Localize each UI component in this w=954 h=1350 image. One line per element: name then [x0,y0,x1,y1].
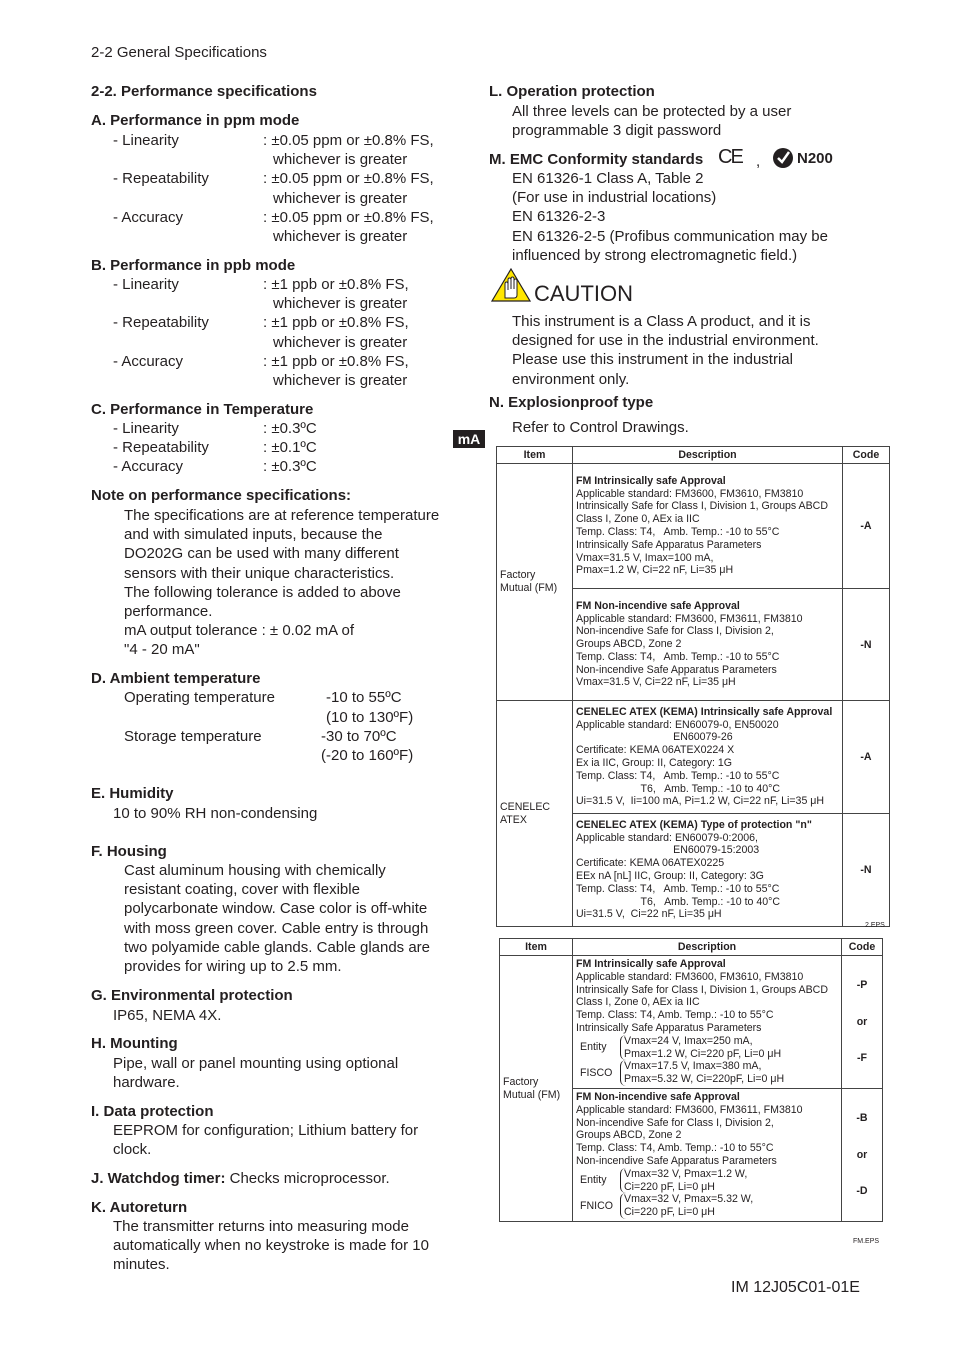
heading-f: F. Housing [91,843,167,860]
operation-protection-line: programmable 3 digit password [512,122,722,140]
description-line: EN60079-26 [576,731,733,744]
heading-a: A. Performance in ppm mode [91,112,300,129]
emc-line: EN 61326-2-3 [512,208,606,226]
code-value: or [856,1148,868,1161]
note-line: performance. [124,603,213,621]
mounting-line: Pipe, wall or panel mounting using optional [113,1055,399,1072]
spec-label: - Accuracy [113,208,184,226]
description-line: Non-incendive Safe for Class I, Division 2, [576,1116,774,1129]
item-line: CENELEC [500,800,551,813]
code-value: -D [856,1185,868,1198]
page-header: 2-2 General Specifications [91,44,267,61]
ctick-icon [772,147,794,169]
description-line: Applicable standard: FM3600, FM3610, FM3810 [576,970,804,983]
description-line: Vmax=31.5 V, Imax=100 mA, [576,551,714,564]
description-line: Temp. Class: T4, Amb. Temp.: -10 to 55°C [576,882,780,895]
description-line: Intrinsically Safe Apparatus Parameters [576,1021,762,1034]
approval-title: FM Non-incendive safe Approval [576,599,740,612]
heading-h: H. Mounting [91,1035,178,1052]
table-row [497,464,890,589]
table1-eps-label: 2.EPS [865,922,885,929]
autoreturn-line: minutes. [113,1256,170,1274]
description-cell [573,956,842,1089]
approval-title: FM Non-incendive safe Approval [576,1091,740,1103]
spec-label: - Linearity [113,276,179,293]
code-cell [842,956,883,1089]
approval-title: FM Intrinsically safe Approval [576,474,726,487]
description-line: Applicable standard: EN60079-0, EN50020 [576,718,779,731]
operation-protection-text [512,102,791,140]
parameter-label: Entity [580,1041,607,1054]
mounting-line: hardware. [113,1074,180,1092]
parameter-label: Entity [580,1174,607,1187]
heading-m: M. EMC Conformity standards [489,151,704,168]
data-protection-line: EEPROM for configuration; Lithium battery for [113,1122,419,1139]
housing-line: provides for wiring up to 2.5 mm. [124,958,342,976]
operation-protection-line: All three levels can be protected by a user [512,103,792,120]
heading-note: Note on performance specifications: [91,487,352,504]
table-row [500,956,883,1089]
description-cell [573,589,843,701]
description-cell [573,701,843,814]
description-line: Groups ABCD, Zone 2 [576,1129,682,1142]
note-line: and with simulated inputs, because the [124,526,383,544]
description-line: Intrinsically Safe Apparatus Parameters [576,538,762,551]
parameter-label: FISCO [580,1066,613,1079]
description-line: Ui=31.5 V, Ii=100 mA, Pi=1.2 W, Ci=22 nF, Li=35 μH [576,795,825,808]
column-header: Code [842,939,883,956]
spec-value: : ±1 ppb or ±0.8% FS, [263,314,409,332]
spec-value: : ±0.1ºC [263,439,317,457]
parameter-line: Pmax=5.32 W, Ci=220pF, Li=0 μH [624,1073,785,1086]
operating-temp-value: -10 to 55ºC [326,689,402,706]
spec-label: - Linearity [113,132,179,149]
column-header: Description [573,939,842,956]
housing-line: resistant coating, cover with flexible [124,881,360,899]
description-line: Class I, Zone 0, AEx ia IIC [576,996,700,1009]
spec-value: : ±0.05 ppm or ±0.8% FS, [263,208,434,226]
operating-temp-value-f: (10 to 130ºF) [326,709,414,726]
data-protection-text [113,1121,418,1159]
heading-g: G. Environmental protection [91,987,293,1004]
parameter-line: Vmax=17.5 V, Imax=380 mA, [624,1060,762,1073]
parameter-group [580,1168,838,1194]
code-value: -F [857,1052,867,1065]
description-cell [573,814,843,927]
description-line: Ex ia IIC, Group: II, Category: 1G [576,757,733,769]
note-line: "4 - 20 mA" [124,641,200,659]
spec-value: : ±1 ppb or ±0.8% FS, [263,352,409,370]
autoreturn-line: automatically when no keystroke is made for 10 [113,1237,429,1255]
ma-badge: mA [453,430,485,448]
spec-value: : ±0.3ºC [263,458,317,476]
housing-text [124,861,430,976]
heading-b: B. Performance in ppb mode [91,257,296,274]
watchdog-line [91,1169,390,1188]
storage-temp-value-f: (-20 to 160ºF) [321,747,414,764]
spec-value-note: whichever is greater [273,151,408,169]
description-line: EEx nA [nL] IIC, Group: II, Category: 3G [576,870,764,882]
description-line: Intrinsically Safe for Class I, Division 1, Groups ABCD [576,500,828,513]
description-line: Temp. Class: T4, Amb. Temp.: -10 to 55°C [576,650,780,663]
parameter-group [580,1035,838,1061]
approval-title: FM Intrinsically safe Approval [576,958,726,970]
column-header: Code [843,447,890,464]
parameter-line: Ci=220 pF, Li=0 μH [624,1206,715,1219]
note-line: mA output tolerance : ± 0.02 mA of [124,622,355,640]
emc-line: influenced by strong electromagnetic field.) [512,246,798,264]
parameter-line: Vmax=32 V, Pmax=1.2 W, [624,1167,748,1180]
description-line: Ui=31.5 V, Ci=22 nF, Li=35 μH [576,908,722,921]
parameter-line: Pmax=1.2 W, Ci=220 pF, Li=0 μH [624,1047,782,1060]
note-text [124,506,439,660]
description-line: Temp. Class: T4, Amb. Temp.: -10 to 55°C [576,526,780,538]
comma-separator: , [756,153,761,170]
heading-n: N. Explosionproof type [489,394,654,411]
heading-c: C. Performance in Temperature [91,401,314,418]
spec-value: : ±0.3ºC [263,420,317,437]
description-line: Applicable standard: EN60079-0:2006, [576,831,758,844]
ce-mark-icon: CE [718,146,742,168]
item-line: Factory [503,1075,539,1088]
approval-table-1 [496,446,890,927]
spec-label: - Repeatability [113,314,209,332]
housing-line: polycarbonate window. Case color is off-white [124,900,428,918]
document-id: IM 12J05C01-01E [731,1279,860,1296]
code-cell: -N [843,589,890,701]
column-header: Item [497,447,573,464]
operating-temp-label: Operating temperature [124,689,275,706]
description-line: T6, Amb. Temp.: -10 to 40°C [576,782,781,795]
brace-group [620,1035,781,1061]
emc-line: EN 61326-1 Class A, Table 2 [512,170,704,187]
autoreturn-text [113,1217,429,1275]
code-value: or [856,1015,868,1028]
description-line: Non-incendive Safe Apparatus Parameters [576,1154,777,1167]
description-line: Non-incendive Safe for Class I, Division 2, [576,625,774,638]
table-header-row [497,447,890,464]
parameter-group [580,1193,838,1219]
heading-i: I. Data protection [91,1103,214,1120]
emc-line: (For use in industrial locations) [512,189,717,207]
item-line: ATEX [500,813,527,826]
description-line: Class I, Zone 0, AEx ia IIC [576,513,700,526]
code-cell: -A [843,464,890,589]
heading-j: J. Watchdog timer: [91,1170,226,1187]
note-line: DO202G can be used with many different [124,545,399,563]
description-cell [573,1089,842,1222]
heading-k: K. Autoreturn [91,1199,188,1216]
description-line: Applicable standard: FM3600, FM3611, FM3810 [576,612,803,625]
description-line: Certificate: KEMA 06ATEX0225 [576,857,725,870]
item-cell [497,701,573,927]
humidity-text: 10 to 90% RH non-condensing [113,805,318,822]
caution-title: CAUTION [534,281,633,306]
spec-label: - Linearity [113,420,179,437]
parameter-line: Vmax=24 V, Imax=250 mA, [624,1034,753,1047]
mounting-text [113,1054,398,1092]
spec-value-note: whichever is greater [273,228,408,245]
description-line: Intrinsically Safe for Class I, Division 1, Groups ABCD [576,983,828,996]
brace-group [620,1168,747,1194]
item-cell [497,464,573,701]
autoreturn-line: The transmitter returns into measuring mode [113,1218,409,1235]
heading-l: L. Operation protection [489,83,655,100]
code-value: -P [856,978,868,991]
spec-label: - Repeatability [113,439,209,457]
description-line: Temp. Class: T4, Amb. Temp.: -10 to 55°C [576,1009,774,1022]
code-cell [842,1089,883,1222]
description-line: Temp. Class: T4, Amb. Temp.: -10 to 55°C [576,1142,774,1155]
table2-eps-label: FM.EPS [853,1238,880,1245]
caution-line: Please use this instrument in the industrial [512,351,793,369]
column-header: Description [573,447,843,464]
brace-group [620,1060,784,1086]
description-line: Temp. Class: T4, Amb. Temp.: -10 to 55°C [576,769,780,782]
caution-line: designed for use in the industrial environment. [512,332,819,350]
parameter-line: Vmax=32 V, Pmax=5.32 W, [624,1193,754,1206]
description-line: Groups ABCD, Zone 2 [576,638,682,651]
spec-label: - Accuracy [113,352,184,370]
item-line: Mutual (FM) [500,582,558,594]
description-cell [573,464,843,589]
caution-line: environment only. [512,370,630,388]
section-title: 2-2. Performance specifications [91,83,317,100]
note-line: The following tolerance is added to above [124,583,401,601]
housing-line: Cast aluminum housing with chemically [124,862,386,879]
parameter-label: FNICO [580,1199,613,1212]
item-line: Mutual (FM) [503,1088,561,1101]
description-line: Pmax=1.2 W, Ci=22 nF, Li=35 μH [576,564,734,577]
table-row [497,701,890,814]
housing-line: with moss green cover. Cable entry is through [124,919,429,937]
description-line: Applicable standard: FM3600, FM3611, FM3810 [576,1103,803,1116]
n200-label: N200 [797,150,833,167]
description-line: Vmax=31.5 V, Ci=22 nF, Li=35 μH [576,676,736,689]
storage-temp-label: Storage temperature [124,728,262,745]
spec-value-note: whichever is greater [273,372,408,389]
watchdog-text: Checks microprocessor. [225,1170,390,1187]
code-value: -B [856,1111,868,1124]
spec-label: - Repeatability [113,170,209,188]
storage-temp-value: -30 to 70ºC [321,728,397,745]
emc-line: EN 61326-2-5 (Profibus communication may be [512,227,828,245]
environmental-text: IP65, NEMA 4X. [113,1007,222,1024]
caution-line: This instrument is a Class A product, and it is [512,313,811,330]
spec-value-note: whichever is greater [273,295,408,313]
spec-value-note: whichever is greater [273,333,408,351]
description-line: Certificate: KEMA 06ATEX0224 X [576,744,735,757]
code-cell: -N [843,814,890,927]
spec-value: : ±1 ppb or ±0.8% FS, [263,276,409,293]
heading-d: D. Ambient temperature [91,670,261,687]
description-line: T6, Amb. Temp.: -10 to 40°C [576,895,781,908]
note-line: sensors with their unique characteristics. [124,564,395,582]
item-cell [500,956,573,1222]
caution-text [512,312,819,389]
table-header-row [500,939,883,956]
approval-title: CENELEC ATEX (KEMA) Type of protection "n" [576,818,812,831]
spec-value: : ±0.05 ppm or ±0.8% FS, [263,170,434,188]
note-line: The specifications are at reference temperature [124,507,440,524]
heading-e: E. Humidity [91,785,174,802]
spec-value-note: whichever is greater [273,189,408,207]
data-protection-line: clock. [113,1141,152,1159]
column-header: Item [500,939,573,956]
spec-value: : ±0.05 ppm or ±0.8% FS, [263,132,434,149]
housing-line: two polyamide cable glands. Cable glands are [124,938,431,956]
description-line: Non-incendive Safe Apparatus Parameters [576,663,777,676]
description-line: Applicable standard: FM3600, FM3610, FM3810 [576,487,804,500]
description-line: EN60079-15:2003 [576,844,760,857]
approval-table-2 [499,938,883,1222]
explosionproof-text: Refer to Control Drawings. [512,419,689,436]
hand-warning-icon [491,268,531,302]
spec-label: - Accuracy [113,458,184,476]
parameter-group [580,1060,838,1086]
caution-icon-wrap [491,268,531,307]
item-line: Factory [500,569,536,582]
parameter-line: Ci=220 pF, Li=0 μH [624,1180,715,1193]
emc-standards-text [512,169,828,265]
brace-group [620,1193,753,1219]
code-cell: -A [843,701,890,814]
approval-title: CENELEC ATEX (KEMA) Intrinsically safe Approval [576,705,833,718]
